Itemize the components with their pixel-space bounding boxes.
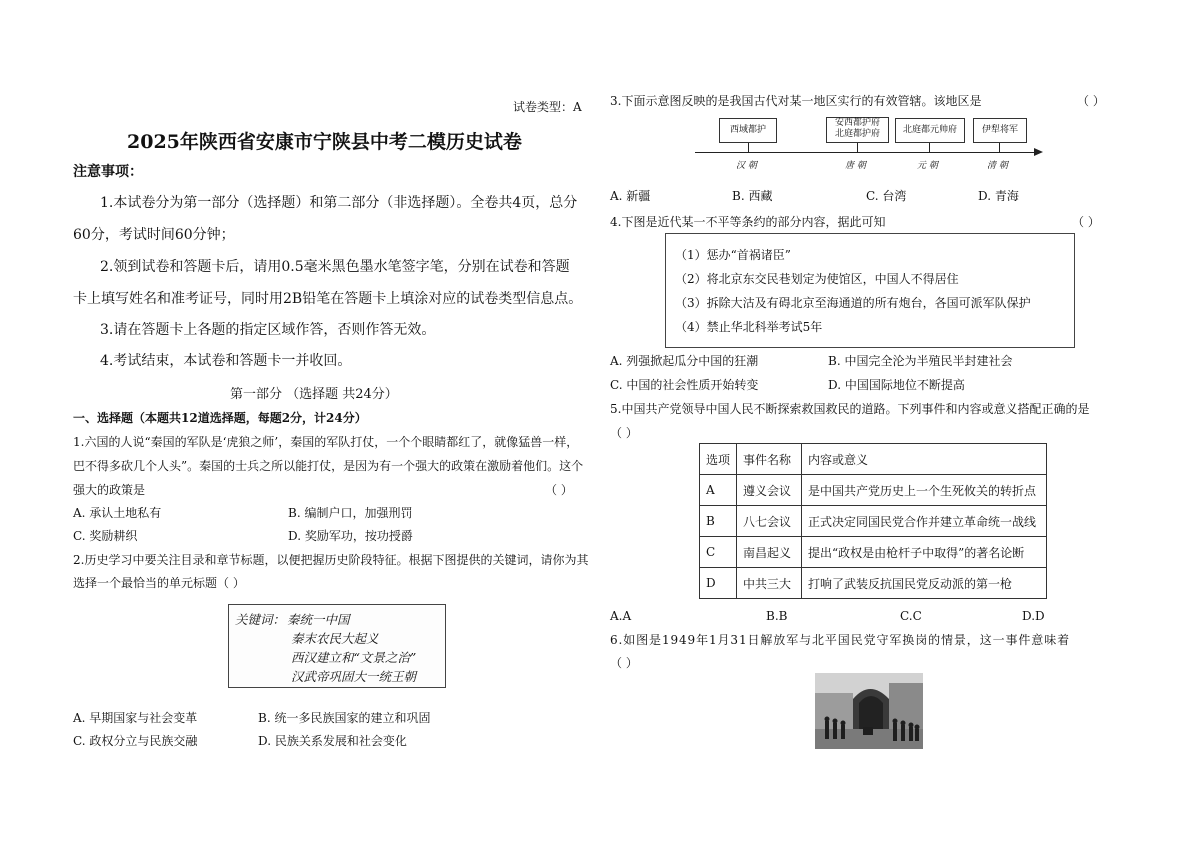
option-b: B. 统一多民族国家的建立和巩固 — [258, 711, 431, 725]
treaty-item: （1）惩办“首祸诸臣” — [675, 248, 791, 262]
gate-guard-photo-icon — [815, 673, 923, 749]
treaty-item: （3）拆除大沽及有碍北京至海通道的所有炮台，各国可派军队保护 — [675, 296, 1031, 310]
answer-paren: （ ） — [610, 656, 638, 670]
option-b: B. 编制户口，加强刑罚 — [288, 506, 413, 520]
treaty-box — [665, 233, 1075, 348]
question-2-line: 选择一个最恰当的单元标题（ ） — [73, 576, 245, 590]
option-d: D.D — [1022, 609, 1045, 623]
keyword-item: 汉武帝巩固大一统王朝 — [291, 669, 417, 684]
dynasty-label: 元 朝 — [917, 161, 938, 171]
table-row — [700, 568, 1047, 599]
table-header: 内容或意义 — [802, 444, 1047, 475]
option-d: D. 民族关系发展和社会变化 — [258, 734, 407, 748]
question-4-line: 4.下图是近代某一不平等条约的部分内容，据此可知 — [610, 215, 886, 229]
keyword-item: 秦末农民大起义 — [291, 631, 379, 646]
historical-photo — [815, 673, 923, 749]
question-2-line: 2.历史学习中要关注目录和章节标题，以便把握历史阶段特征。根据下图提供的关键词，请你为其 — [73, 553, 589, 567]
option-a: A. 列强掀起瓜分中国的狂潮 — [610, 354, 759, 368]
timeline-box: 北庭都元帅府 — [895, 118, 965, 143]
table-cell: 打响了武装反抗国民党反动派的第一枪 — [802, 568, 1047, 599]
question-1-line: 巴不得多砍几个人头”。秦国的士兵之所以能打仗，是因为有一个强大的政策在激励着他们。这个 — [73, 459, 584, 473]
question-1-line: 强大的政策是 — [73, 483, 146, 497]
notice-line: 2.领到试卷和答题卡后，请用0.5毫米黑色墨水笔签字笔，分别在试卷和答题 — [100, 259, 570, 275]
answer-paren: （ ） — [610, 426, 638, 440]
notice-line: 3.请在答题卡上各题的指定区域作答，否则作答无效。 — [100, 322, 436, 338]
option-b: B. 中国完全沦为半殖民半封建社会 — [828, 354, 1013, 368]
table-cell: C — [700, 537, 737, 568]
page-title: 2025年陕西省安康市宁陕县中考二模历史试卷 — [127, 131, 522, 153]
section-heading: 一、选择题（本题共12道选择题，每题2分，计24分） — [73, 411, 367, 425]
notice-line: 4.考试结束，本试卷和答题卡一并收回。 — [100, 353, 352, 369]
keyword-item: 西汉建立和“文景之治” — [291, 650, 417, 665]
table-cell: 八七会议 — [737, 506, 802, 537]
option-c: C.C — [900, 609, 922, 623]
table-cell: D — [700, 568, 737, 599]
option-a: A.A — [610, 609, 632, 623]
table-row — [700, 537, 1047, 568]
table-cell: 提出“政权是由枪杆子中取得”的著名论断 — [802, 537, 1047, 568]
question-1-line: 1.六国的人说“秦国的军队是‘虎狼之师’，秦国的军队打仗，一个个眼睛都红了，就像猛兽一样， — [73, 435, 579, 449]
keywords-label: 关键词： — [235, 612, 286, 627]
table-row — [700, 475, 1047, 506]
answer-paren: （ ） — [1077, 94, 1105, 108]
timeline-box: 西域都护 — [719, 118, 777, 143]
table-cell: 是中国共产党历史上一个生死攸关的转折点 — [802, 475, 1047, 506]
dynasty-label: 清 朝 — [987, 161, 1008, 171]
arrow-icon — [1034, 148, 1043, 156]
notice-line: 卡上填写姓名和准考证号，同时用2B铅笔在答题卡上填涂对应的试卷类型信息点。 — [73, 291, 583, 307]
option-c: C. 奖励耕织 — [73, 529, 138, 543]
table-cell: B — [700, 506, 737, 537]
notice-line: 60分，考试时间60分钟； — [73, 227, 235, 243]
part-heading: 第一部分 （选择题 共24分） — [230, 387, 398, 402]
table-header-row — [700, 444, 1047, 475]
option-d: D. 中国国际地位不断提高 — [828, 378, 965, 392]
timeline-box: 安西都护府 北庭都护府 — [826, 117, 889, 143]
option-b: B.B — [766, 609, 788, 623]
table-row — [700, 506, 1047, 537]
question-6-line: 6.如图是1949年1月31日解放军与北平国民党守军换岗的情景，这一事件意味着 — [610, 633, 1070, 647]
notice-heading: 注意事项： — [73, 164, 143, 180]
answer-paren: （ ） — [1072, 215, 1100, 229]
table-cell: 正式决定同国民党合作并建立革命统一战线 — [802, 506, 1047, 537]
table-cell: 遵义会议 — [737, 475, 802, 506]
notice-line: 1.本试卷分为第一部分（选择题）和第二部分（非选择题）。全卷共4页，总分 — [100, 195, 578, 211]
dynasty-label: 唐 朝 — [845, 161, 866, 171]
option-a: A. 承认土地私有 — [73, 506, 162, 520]
table-header: 选项 — [700, 444, 737, 475]
timeline-box: 伊犁将军 — [973, 118, 1027, 143]
option-d: D. 青海 — [978, 189, 1019, 203]
events-table — [699, 443, 1047, 599]
table-cell: A — [700, 475, 737, 506]
option-a: A. 早期国家与社会变革 — [73, 711, 198, 725]
paper-type-label: 试卷类型：A — [513, 100, 582, 114]
table-header: 事件名称 — [737, 444, 802, 475]
treaty-item: （4）禁止华北科举考试5年 — [675, 320, 823, 334]
keyword-item: 秦统一中国 — [287, 612, 350, 627]
treaty-item: （2）将北京东交民巷划定为使馆区，中国人不得居住 — [675, 272, 959, 286]
question-5-line: 5.中国共产党领导中国人民不断探索救国救民的道路。下列事件和内容或意义搭配正确的是 — [610, 402, 1090, 416]
timeline-axis — [695, 152, 1039, 153]
answer-paren: （ ） — [545, 483, 573, 497]
option-a: A. 新疆 — [610, 189, 651, 203]
question-3-line: 3.下面示意图反映的是我国古代对某一地区实行的有效管辖。该地区是 — [610, 94, 982, 108]
option-c: C. 台湾 — [866, 189, 907, 203]
option-b: B. 西藏 — [732, 189, 773, 203]
table-cell: 南昌起义 — [737, 537, 802, 568]
dynasty-label: 汉 朝 — [736, 161, 757, 171]
option-d: D. 奖励军功，按功授爵 — [288, 529, 413, 543]
keywords-box — [228, 604, 446, 688]
table-cell: 中共三大 — [737, 568, 802, 599]
option-c: C. 政权分立与民族交融 — [73, 734, 198, 748]
option-c: C. 中国的社会性质开始转变 — [610, 378, 759, 392]
